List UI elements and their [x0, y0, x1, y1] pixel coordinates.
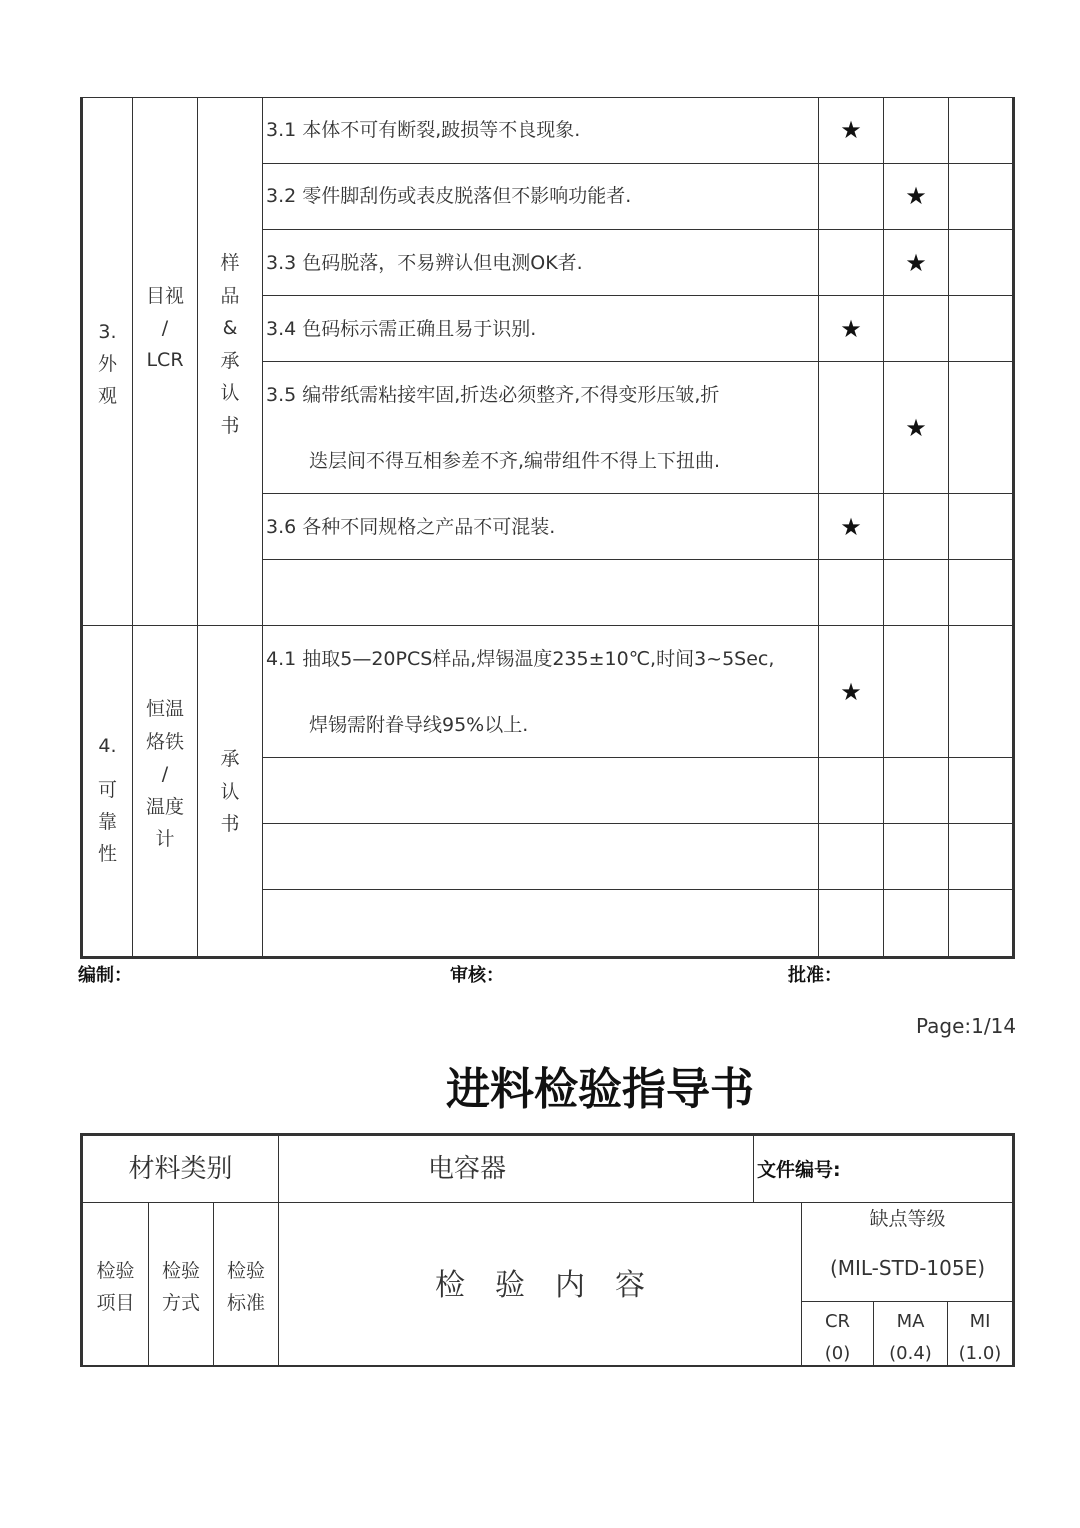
file-number-label: 文件编号: — [757, 1159, 841, 1181]
inspection-row-text-cont: 焊锡需附眷导线95%以上. — [309, 714, 529, 736]
cr-star-icon: ★ — [840, 678, 862, 706]
inspection-row-text-cont: 迭层间不得互相参差不齐,编带组件不得上下扭曲. — [309, 450, 721, 472]
column-inspection-item: 检验 项目 — [96, 1260, 135, 1314]
cr-star-icon: ★ — [840, 513, 862, 541]
inspection-row-text: 3.6 各种不同规格之产品不可混装. — [266, 516, 556, 538]
inspection-row-text: 3.3 色码脱落，不易辨认但电测OK者. — [266, 252, 583, 274]
reviewed-by-label: 审核： — [450, 965, 504, 986]
document-title: 进料检验指导书 — [446, 1064, 754, 1115]
inspection-row-text: 3.4 色码标示需正确且易于识别. — [266, 318, 537, 340]
item-label-appearance: 3. 外 观 — [97, 321, 117, 407]
column-mi: MI (1.0) — [958, 1311, 1002, 1364]
column-inspection-method: 检验 方式 — [161, 1260, 200, 1314]
inspection-row-text: 3.5 编带纸需粘接牢固,折迭必须整齐,不得变形压皱,折 — [266, 384, 720, 406]
method-label-iron-thermometer: 恒温 烙铁 / 温度 计 — [145, 698, 184, 850]
cr-star-icon: ★ — [840, 116, 862, 144]
column-inspection-content: 检 验 内 容 — [435, 1268, 645, 1303]
method-label-visual-lcr: 目视 / LCR — [145, 285, 184, 371]
cr-star-icon: ★ — [840, 315, 862, 343]
prepared-by-label: 编制： — [78, 965, 132, 986]
defect-level-label: 缺点等级 — [869, 1208, 946, 1230]
defect-standard-label: (MIL-STD-105E) — [829, 1256, 986, 1280]
material-category-label: 材料类别 — [128, 1154, 233, 1184]
ma-star-icon: ★ — [905, 182, 927, 210]
item-label-reliability: 4. 可 靠 性 — [97, 735, 117, 865]
column-inspection-standard: 检验 标准 — [226, 1260, 265, 1314]
inspection-row-text: 4.1 抽取5—20PCS样品,焊锡温度235±10℃,时间3~5Sec, — [266, 648, 775, 670]
ma-star-icon: ★ — [905, 414, 927, 442]
approved-by-label: 批准： — [788, 965, 842, 986]
standard-label-spec: 承 认 书 — [220, 748, 240, 835]
inspection-row-text: 3.2 零件脚刮伤或表皮脱落但不影响功能者. — [266, 185, 632, 207]
column-cr: CR (0) — [824, 1311, 851, 1364]
ma-star-icon: ★ — [905, 249, 927, 277]
inspection-row-text: 3.1 本体不可有断裂,跛损等不良现象. — [266, 119, 581, 141]
page-number: Page:1/14 — [916, 1014, 1017, 1038]
column-ma: MA (0.4) — [889, 1311, 932, 1364]
material-category-value: 电容器 — [428, 1154, 507, 1184]
standard-label-sample-spec: 样 品 & 承 认 书 — [220, 252, 240, 437]
